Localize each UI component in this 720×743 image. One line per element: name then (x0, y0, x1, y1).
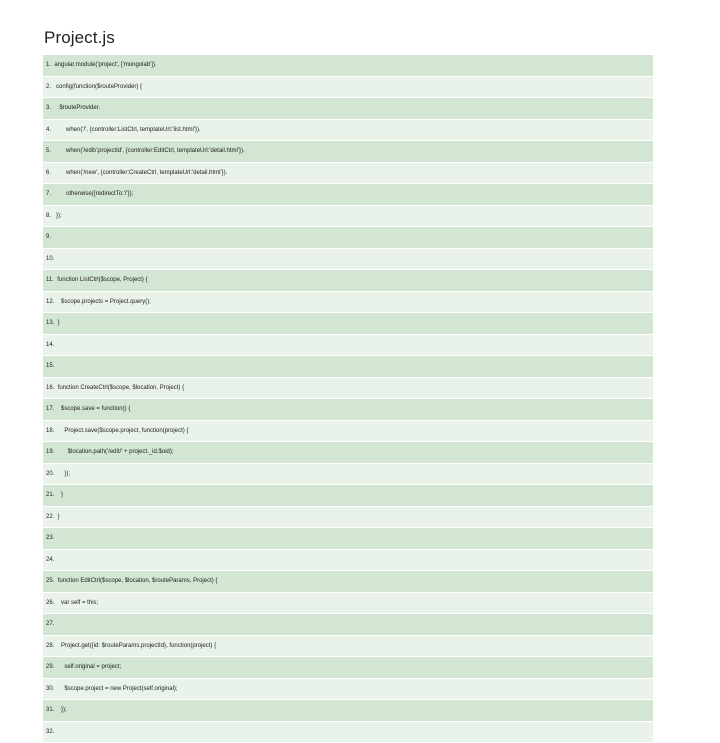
code-line: 26. var self = this; (43, 593, 653, 615)
code-line: 27. (43, 614, 653, 636)
code-line: 22. } (43, 507, 653, 529)
code-line: 18. Project.save($scope.project, function(project) { (43, 421, 653, 443)
code-line: 5. when('/edit/:projectId', {controller:EditCtrl, templateUrl:'detail.html'}). (43, 141, 653, 163)
code-line: 13. } (43, 313, 653, 335)
code-line: 20. }); (43, 464, 653, 486)
code-line: 25. function EditCtrl($scope, $location, $routeParams, Project) { (43, 571, 653, 593)
code-line: 24. (43, 550, 653, 572)
code-line: 31. }); (43, 700, 653, 722)
code-line: 2. config(function($routeProvider) { (43, 77, 653, 99)
code-line: 21. } (43, 485, 653, 507)
code-line: 32. (43, 722, 653, 743)
code-line: 30. $scope.project = new Project(self.original); (43, 679, 653, 701)
page-title: Project.js (44, 28, 115, 48)
code-line: 1. angular.module('project', ['mongolab']). (43, 55, 653, 77)
code-listing (43, 55, 653, 743)
code-line: 3. $routeProvider. (43, 98, 653, 120)
code-line: 9. (43, 227, 653, 249)
code-line: 4. when('/', {controller:ListCtrl, templateUrl:'list.html'}). (43, 120, 653, 142)
code-line: 7. otherwise({redirectTo:'/'}); (43, 184, 653, 206)
code-line: 29. self.original = project; (43, 657, 653, 679)
code-line: 6. when('/new', {controller:CreateCtrl, templateUrl:'detail.html'}). (43, 163, 653, 185)
code-line: 16. function CreateCtrl($scope, $location, Project) { (43, 378, 653, 400)
code-line: 10. (43, 249, 653, 271)
code-line: 8. }); (43, 206, 653, 228)
code-line: 23. (43, 528, 653, 550)
code-line: 12. $scope.projects = Project.query(); (43, 292, 653, 314)
code-line: 19. $location.path('/edit/' + project._id.$oid); (43, 442, 653, 464)
code-line: 17. $scope.save = function() { (43, 399, 653, 421)
code-line: 14. (43, 335, 653, 357)
code-line: 15. (43, 356, 653, 378)
code-line: 11. function ListCtrl($scope, Project) { (43, 270, 653, 292)
code-line: 28. Project.get({id: $routeParams.projectId}, function(project) { (43, 636, 653, 658)
